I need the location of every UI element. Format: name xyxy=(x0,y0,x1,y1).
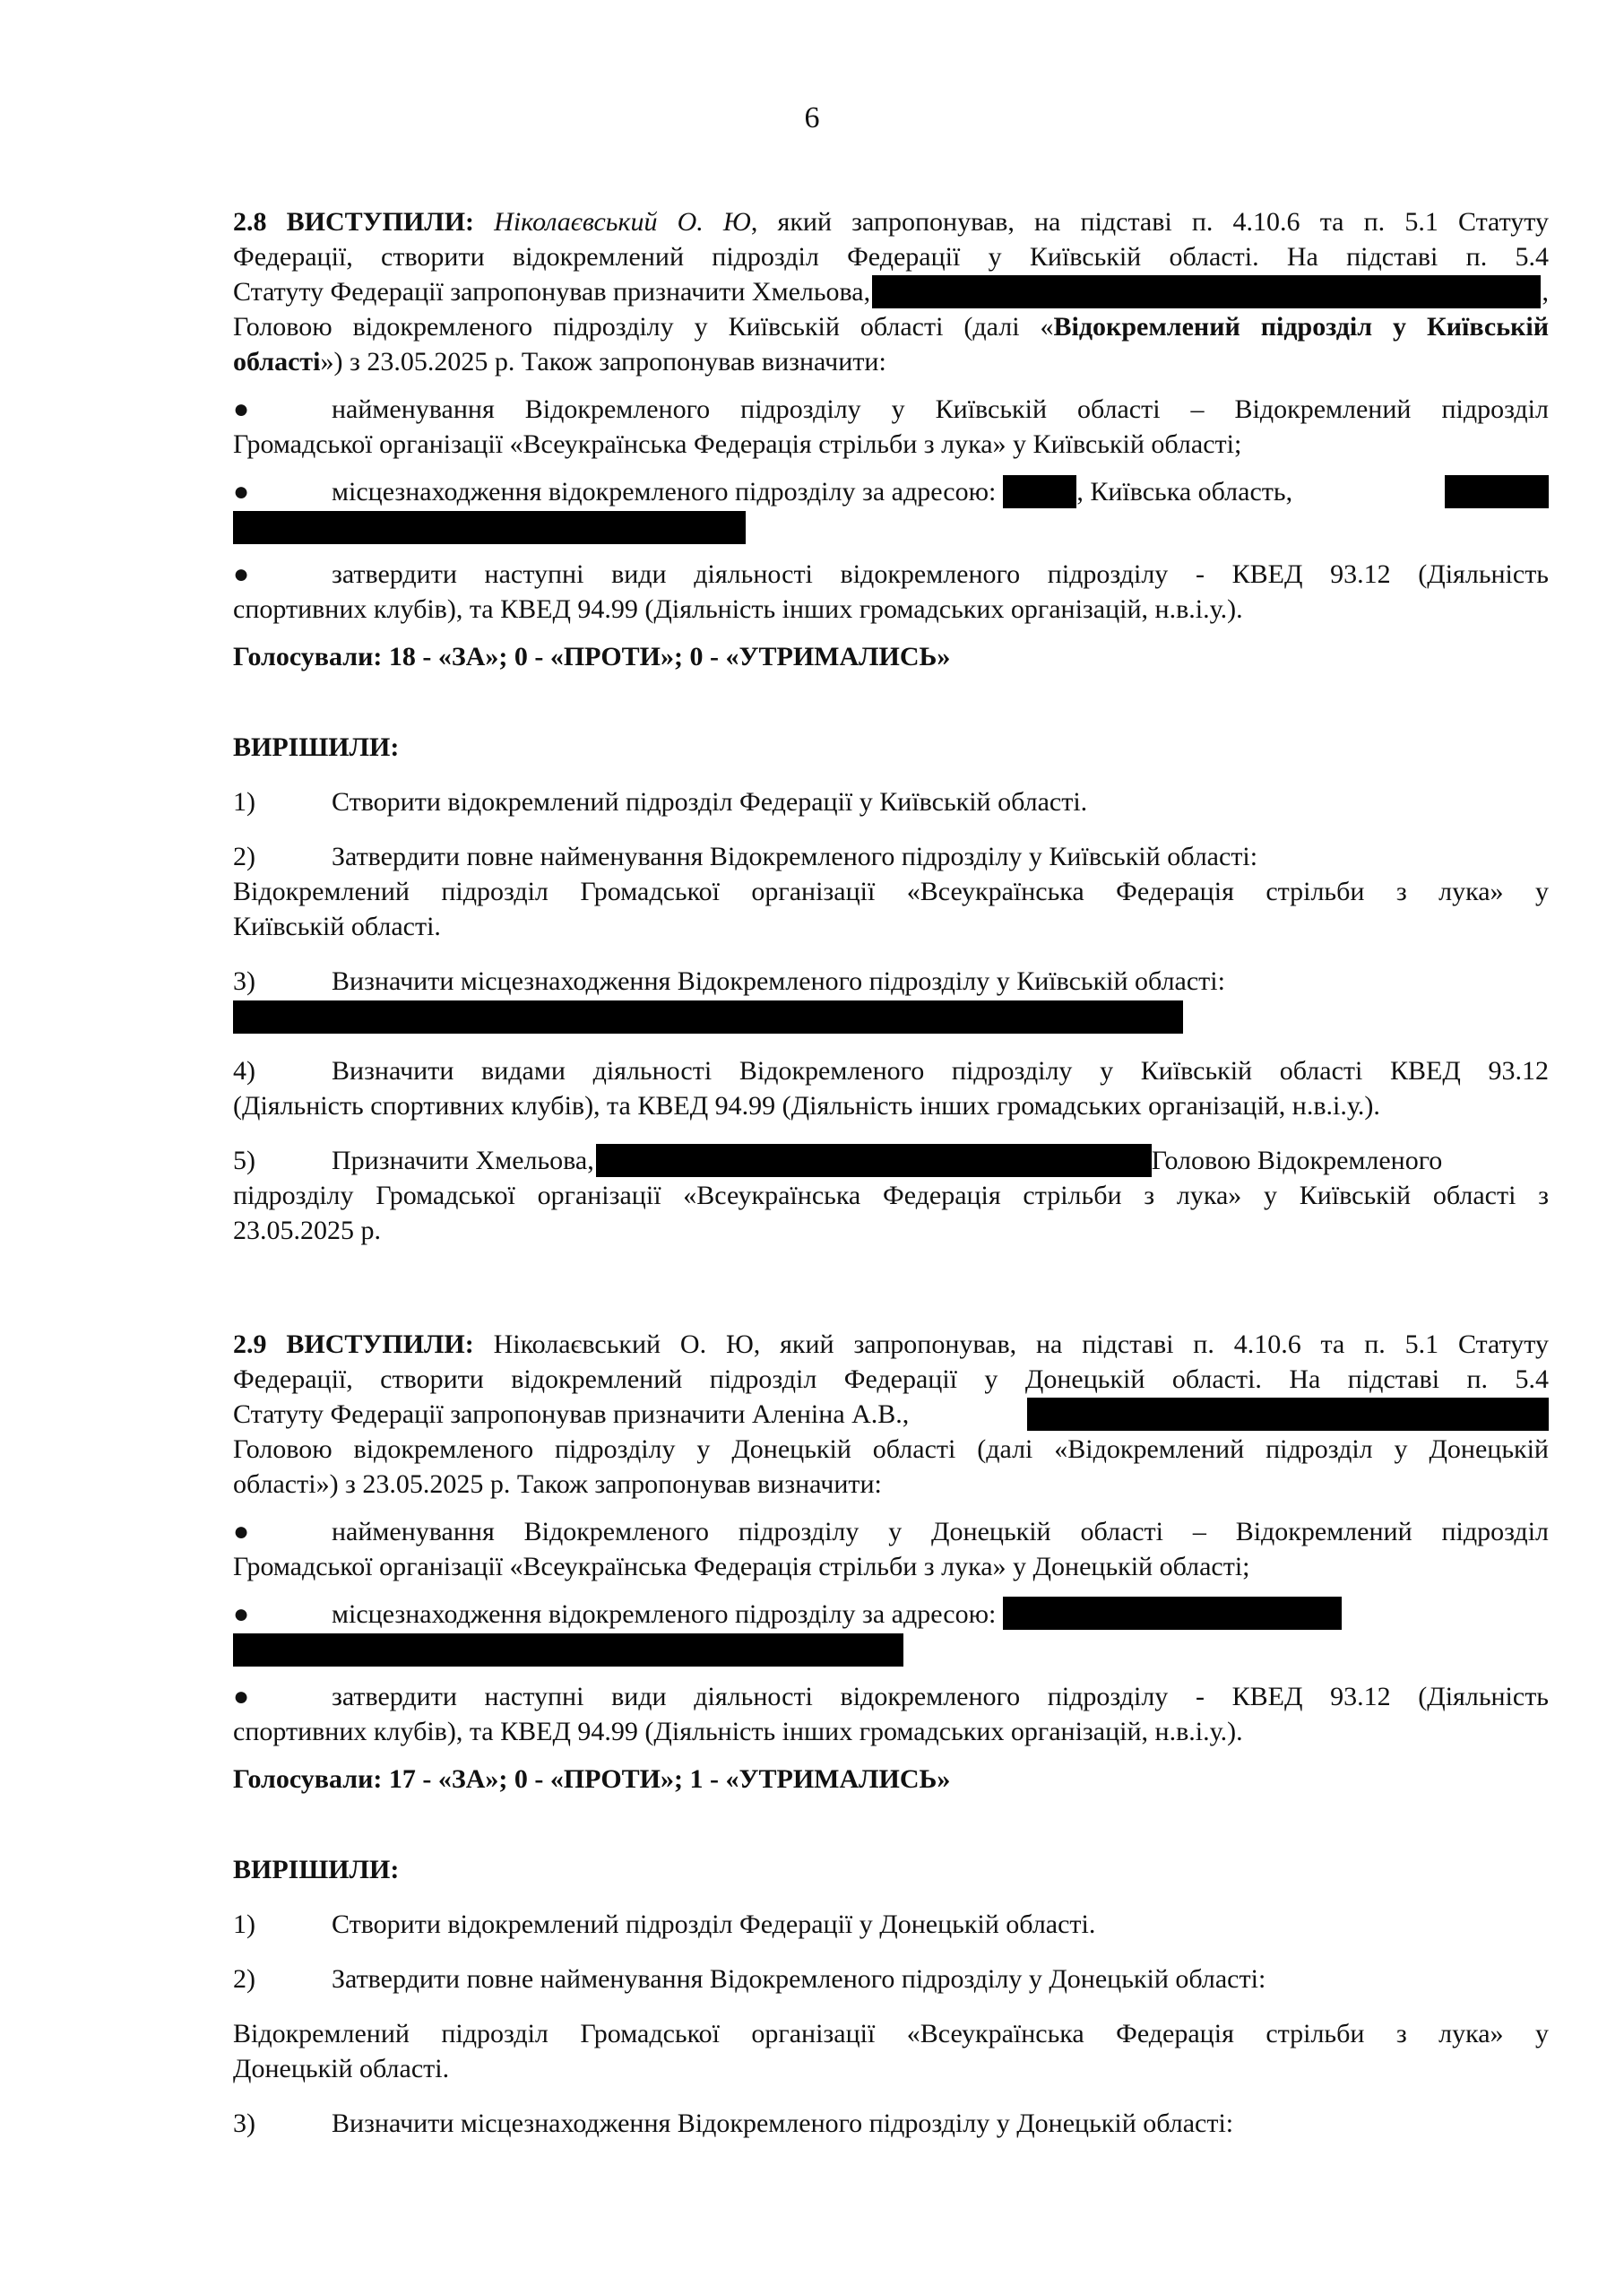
redaction-box xyxy=(233,1633,903,1667)
redaction-box xyxy=(872,275,1540,308)
decision-item: 1) Створити відокремлений підрозділ Федерації у Донецькій області. xyxy=(233,1910,1096,1939)
section-2-9 xyxy=(233,1327,1549,2141)
bullet-icon: ● xyxy=(233,1682,250,1711)
vote-result: Голосували: 17 - «ЗА»; 0 - «ПРОТИ»; 1 - «УТРИМАЛИСЬ» xyxy=(233,1764,951,1794)
decision-item: 3) Визначити місцезнаходження Відокремленого підрозділу у Київській області: xyxy=(233,964,1549,1034)
bullet-item: ● затвердити наступні види діяльності відокремленого підрозділу - КВЕД 93.12 (Діяльність спортивних клубів), та КВЕД 94.99 (Діяльність інших громадських організацій, н.в.і.у.). xyxy=(233,1679,1549,1749)
speech-paragraph: 2.8 ВИСТУПИЛИ: Ніколаєвський О. Ю, який запропонував, на підставі п. 4.10.6 та п. 5.1 Статуту Федерації, створити відокремлений підрозділ Федерації у Київській області. На підставі п. 5.4 Статуту Федерації запропонував призначити Хмельова, , Головою відокремленого підрозділу у Київській області (далі «Відокремлений підрозділ у Київській області») з 23.05.2025 р. Також запропонував визначити: xyxy=(233,207,1550,377)
vote-result: Голосували: 18 - «ЗА»; 0 - «ПРОТИ»; 0 - «УТРИМАЛИСЬ» xyxy=(233,642,951,671)
decision-item: 2) Затвердити повне найменування Відокремленого підрозділу у Донецькій області: xyxy=(233,1964,1266,1994)
bullet-item: ● найменування Відокремленого підрозділу у Донецькій області – Відокремлений підрозділ Громадської організації «Всеукраїнська Федерація стрільби з лука» у Донецькій області; xyxy=(233,1514,1549,1584)
speaker-name: Ніколаєвський О. Ю xyxy=(494,207,751,237)
redaction-box xyxy=(1003,1597,1342,1630)
bullet-icon: ● xyxy=(233,1517,250,1546)
bullet-icon: ● xyxy=(233,394,250,424)
speech-paragraph: 2.9 ВИСТУПИЛИ: Ніколаєвський О. Ю, який запропонував, на підставі п. 4.10.6 та п. 5.1 Статуту Федерації, створити відокремлений підрозділ Федерації у Донецькій області. На підставі п. 5.4 Статуту Федерації запропонував призначити Аленіна А.В., Головою відокремленого підрозділу у Донецькій області (далі «Відокремлений підрозділ у Донецькій області») з 23.05.2025 р. Також запропонував визначити: xyxy=(233,1329,1550,1499)
redaction-box xyxy=(1027,1398,1549,1431)
bullet-icon: ● xyxy=(233,559,250,589)
bullet-icon: ● xyxy=(233,477,250,507)
section-heading: 2.9 ВИСТУПИЛИ: xyxy=(233,1329,474,1359)
decision-item: 2) Затвердити повне найменування Відокремленого підрозділу у Київській області: Відокремлений підрозділ Громадської організації «Всеукраїнська Федерація стрільби з лука» у Київській області. xyxy=(233,842,1549,941)
decision-item: 3) Визначити місцезнаходження Відокремленого підрозділу у Донецькій області: xyxy=(233,2109,1234,2138)
bullet-item: ● місцезнаходження відокремленого підрозділу за адресою: , Київська область, xyxy=(233,474,1549,544)
redaction-box xyxy=(233,511,746,544)
decision-heading: ВИРІШИЛИ: xyxy=(233,1855,400,1884)
section-2-8 xyxy=(233,204,1549,1248)
section-heading: 2.8 ВИСТУПИЛИ: xyxy=(233,207,475,237)
speaker-name: Ніколаєвський О. Ю xyxy=(493,1329,754,1359)
bullet-item: ● найменування Відокремленого підрозділу у Київській області – Відокремлений підрозділ Громадської організації «Всеукраїнська Федерація стрільби з лука» у Київській області; xyxy=(233,392,1549,462)
decision-item: 1) Створити відокремлений підрозділ Федерації у Київській області. xyxy=(233,787,1088,817)
redaction-box xyxy=(596,1144,1152,1177)
redaction-box xyxy=(233,1000,1183,1034)
decision-item: 4) Визначити видами діяльності Відокремленого підрозділу у Київській області КВЕД 93.12 (Діяльність спортивних клубів), та КВЕД 94.99 (Діяльність інших громадських організацій, н.в.і.у.). xyxy=(233,1056,1549,1121)
bullet-item: ● затвердити наступні види діяльності відокремленого підрозділу - КВЕД 93.12 (Діяльність спортивних клубів), та КВЕД 94.99 (Діяльність інших громадських організацій, н.в.і.у.). xyxy=(233,557,1549,627)
redaction-box xyxy=(1445,475,1549,508)
page-number: 6 xyxy=(804,101,820,134)
redaction-box xyxy=(1003,475,1076,508)
decision-item-continuation: Відокремлений підрозділ Громадської організації «Всеукраїнська Федерація стрільби з лука» у Донецькій області. xyxy=(233,2019,1549,2083)
bullet-item: ● місцезнаходження відокремленого підрозділу за адресою: xyxy=(233,1597,1549,1667)
decision-item: 5) Призначити Хмельова, Головою Відокремленого підрозділу Громадської організації «Всеукраїнська Федерація стрільби з лука» у Київській області з 23.05.2025 р. xyxy=(233,1146,1549,1245)
decision-heading: ВИРІШИЛИ: xyxy=(233,732,400,762)
bullet-icon: ● xyxy=(233,1599,250,1629)
